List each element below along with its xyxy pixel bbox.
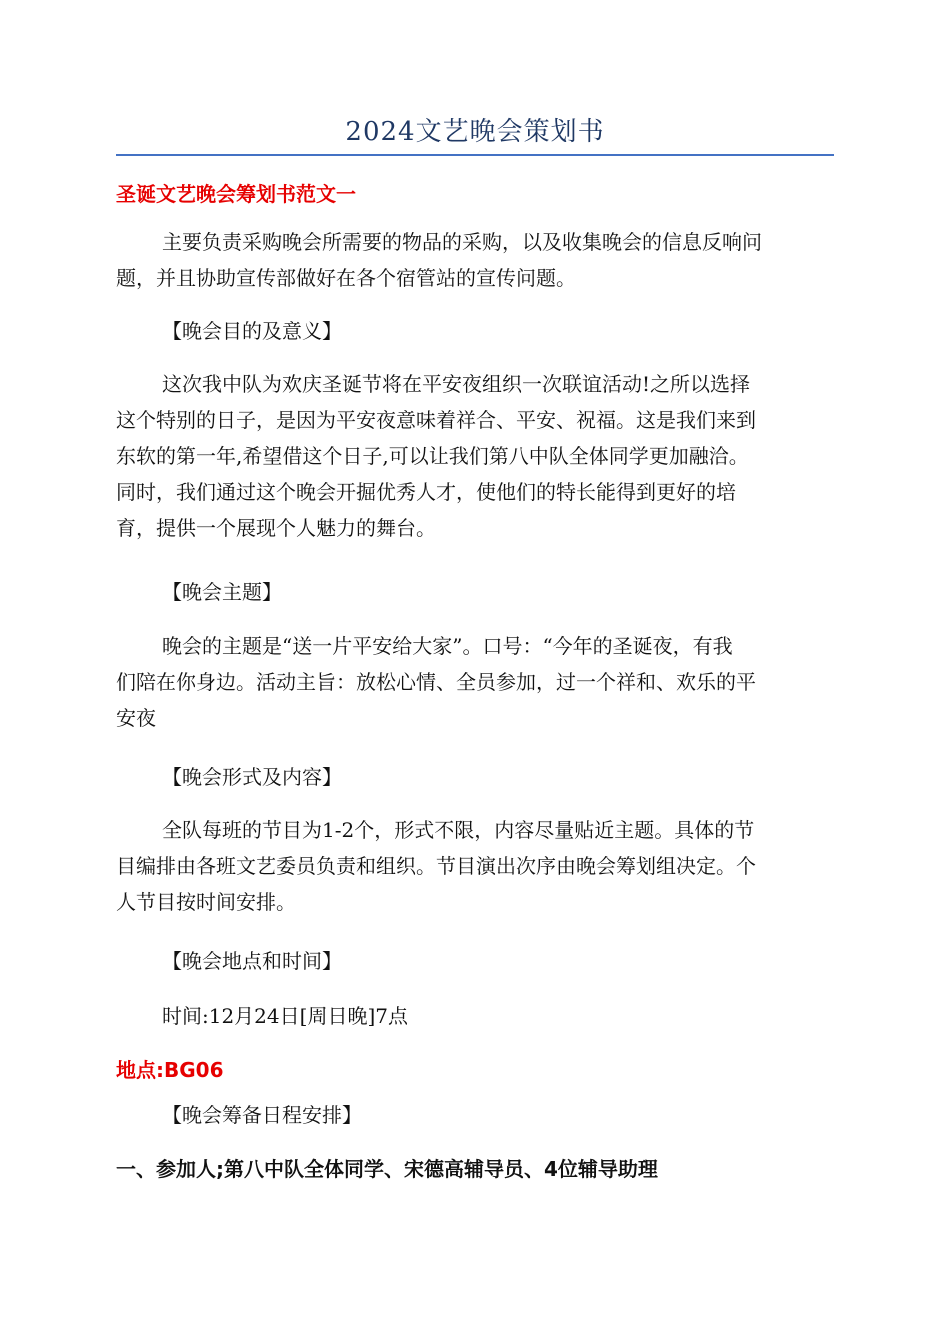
paragraph-line: 题，并且协助宣传部做好在各个宿管站的宣传问题。 — [116, 266, 576, 290]
paragraph-line: 主要负责采购晚会所需要的物品的采购，以及收集晚会的信息反响问 — [162, 230, 762, 254]
paragraph-line: 安夜 — [116, 706, 156, 730]
paragraph-line: 晚会的主题是“送一片平安给大家”。口号：“今年的圣诞夜，有我 — [162, 634, 733, 658]
document-title: 2024文艺晚会策划书 — [345, 117, 605, 147]
purpose-label: 【晚会目的及意义】 — [162, 319, 342, 343]
section-heading: 圣诞文艺晚会筹划书范文一 — [116, 182, 356, 206]
paragraph-line: 这个特别的日子，是因为平安夜意味着祥合、平安、祝福。这是我们来到 — [116, 408, 756, 432]
paragraph-line: 们陪在你身边。活动主旨：放松心情、全员参加，过一个祥和、欢乐的平 — [116, 670, 756, 694]
paragraph-line: 人节目按时间安排。 — [116, 890, 296, 914]
theme-paragraph — [116, 628, 836, 736]
participants-line: 一、参加人;第八中队全体同学、宋德高辅导员、4位辅导助理 — [116, 1157, 658, 1181]
paragraph-line: 育，提供一个展现个人魅力的舞台。 — [116, 516, 436, 540]
paragraph-line: 全队每班的节目为1-2个，形式不限，内容尽量贴近主题。具体的节 — [162, 818, 755, 842]
time-line: 时间:12月24日[周日晚]7点 — [162, 1004, 408, 1028]
format-label: 【晚会形式及内容】 — [162, 765, 342, 789]
title-underline — [116, 154, 834, 156]
intro-paragraph — [116, 224, 836, 296]
paragraph-line: 目编排由各班文艺委员负责和组织。节目演出次序由晚会筹划组决定。个 — [116, 854, 756, 878]
paragraph-line: 这次我中队为欢庆圣诞节将在平安夜组织一次联谊活动!之所以选择 — [162, 372, 751, 396]
location-line: 地点:BG06 — [116, 1058, 224, 1082]
format-paragraph — [116, 812, 836, 920]
paragraph-line: 东软的第一年,希望借这个日子,可以让我们第八中队全体同学更加融洽。 — [116, 444, 749, 468]
purpose-paragraph — [116, 366, 836, 546]
venue-time-label: 【晚会地点和时间】 — [162, 949, 342, 973]
theme-label: 【晚会主题】 — [162, 580, 282, 604]
paragraph-line: 同时，我们通过这个晚会开掘优秀人才，使他们的特长能得到更好的培 — [116, 480, 736, 504]
schedule-label: 【晚会筹备日程安排】 — [162, 1103, 362, 1127]
